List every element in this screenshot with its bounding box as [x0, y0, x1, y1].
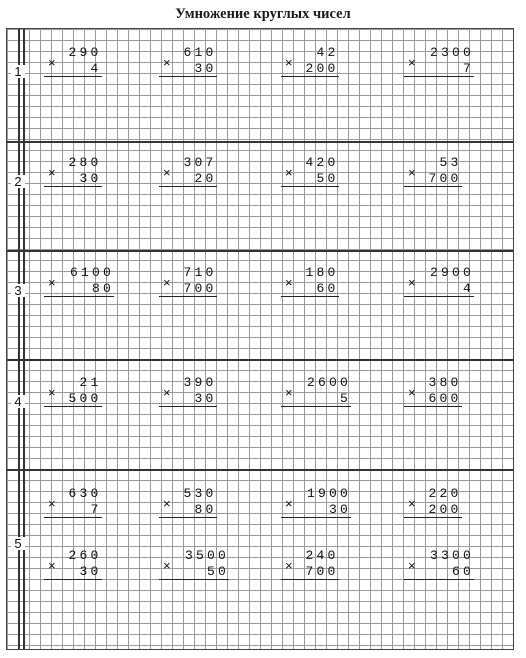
- multiplication-problem: [277, 487, 389, 521]
- multiplicand: 2300: [429, 45, 474, 60]
- multiplier: 30: [194, 391, 217, 406]
- multiplicand: 2600: [306, 375, 351, 390]
- multiplicand: 630: [68, 486, 102, 501]
- multiply-sign-icon: ×: [48, 385, 56, 400]
- multiplier: 30: [328, 502, 351, 517]
- result-line: [281, 186, 339, 187]
- multiplier: 60: [316, 281, 339, 296]
- multiplier: 700: [428, 171, 462, 186]
- multiplicand: 3300: [429, 548, 474, 563]
- result-line: [404, 76, 474, 77]
- multiplication-problem: [400, 376, 512, 410]
- section-divider: [7, 141, 513, 143]
- multiplicand: 3500: [184, 548, 229, 563]
- multiplicand: 220: [428, 486, 462, 501]
- result-line: [44, 517, 102, 518]
- multiply-sign-icon: ×: [285, 385, 293, 400]
- multiplicand: 1900: [306, 486, 351, 501]
- multiplication-problem: [155, 487, 267, 521]
- result-line: [159, 186, 217, 187]
- multiply-sign-icon: ×: [285, 496, 293, 511]
- multiply-sign-icon: ×: [48, 275, 56, 290]
- multiplication-problem: [155, 376, 267, 410]
- multiply-sign-icon: ×: [408, 496, 416, 511]
- multiplicand: 2900: [429, 265, 474, 280]
- multiplication-problem: [40, 46, 152, 80]
- multiplicand: 42: [316, 45, 339, 60]
- multiplication-problem: [277, 156, 389, 190]
- multiplier: 700: [183, 281, 217, 296]
- result-line: [159, 76, 217, 77]
- result-line: [404, 186, 462, 187]
- multiply-sign-icon: ×: [408, 55, 416, 70]
- multiplication-problem: [400, 266, 512, 300]
- multiplier: 80: [91, 281, 114, 296]
- multiplier: 30: [79, 171, 102, 186]
- result-line: [404, 406, 462, 407]
- multiply-sign-icon: ×: [408, 558, 416, 573]
- result-line: [281, 579, 339, 580]
- multiplicand: 53: [439, 155, 462, 170]
- multiply-sign-icon: ×: [163, 558, 171, 573]
- multiplicand: 530: [183, 486, 217, 501]
- multiplication-problem: [40, 266, 152, 300]
- multiplier: 50: [316, 171, 339, 186]
- multiplication-problem: [155, 549, 267, 583]
- multiply-sign-icon: ×: [408, 165, 416, 180]
- multiply-sign-icon: ×: [163, 275, 171, 290]
- result-line: [281, 517, 351, 518]
- multiplier: 80: [194, 502, 217, 517]
- result-line: [281, 406, 351, 407]
- multiplier: 500: [68, 391, 102, 406]
- multiply-sign-icon: ×: [163, 385, 171, 400]
- multiply-sign-icon: ×: [408, 275, 416, 290]
- multiplication-problem: [155, 266, 267, 300]
- multiplicand: 390: [183, 375, 217, 390]
- result-line: [404, 517, 462, 518]
- section-divider: [7, 469, 513, 471]
- multiplier: 200: [428, 502, 462, 517]
- margin-line-right: [23, 29, 25, 649]
- multiplicand: 280: [68, 155, 102, 170]
- multiplier: 4: [462, 281, 474, 296]
- multiplicand: 240: [305, 548, 339, 563]
- multiply-sign-icon: ×: [48, 496, 56, 511]
- multiplication-problem: [40, 156, 152, 190]
- section-divider: [7, 250, 513, 252]
- multiplication-problem: [40, 549, 152, 583]
- row-number-1: 1: [11, 65, 25, 78]
- multiply-sign-icon: ×: [48, 558, 56, 573]
- row-number-2: 2: [11, 175, 25, 188]
- row-number-3: 3: [11, 284, 25, 297]
- multiplier: 30: [194, 61, 217, 76]
- result-line: [159, 579, 229, 580]
- multiplication-problem: [40, 376, 152, 410]
- multiplier: 700: [305, 564, 339, 579]
- multiplication-problem: [400, 46, 512, 80]
- multiplication-problem: [400, 549, 512, 583]
- multiplier: 5: [339, 391, 351, 406]
- multiply-sign-icon: ×: [48, 55, 56, 70]
- multiplication-problem: [400, 156, 512, 190]
- multiplicand: 6100: [69, 265, 114, 280]
- multiplication-problem: [277, 376, 389, 410]
- multiplicand: 307: [183, 155, 217, 170]
- multiplier: 7: [90, 502, 102, 517]
- multiplicand: 180: [305, 265, 339, 280]
- multiplier: 20: [194, 171, 217, 186]
- multiplication-problem: [155, 156, 267, 190]
- multiply-sign-icon: ×: [163, 496, 171, 511]
- multiply-sign-icon: ×: [163, 55, 171, 70]
- multiplier: 200: [305, 61, 339, 76]
- multiplication-problem: [277, 266, 389, 300]
- grid-sheet: [6, 28, 514, 650]
- multiply-sign-icon: ×: [285, 55, 293, 70]
- result-line: [404, 296, 474, 297]
- multiplier: 60: [451, 564, 474, 579]
- multiplication-problem: [277, 549, 389, 583]
- multiplier: 50: [206, 564, 229, 579]
- multiply-sign-icon: ×: [285, 275, 293, 290]
- multiply-sign-icon: ×: [408, 385, 416, 400]
- multiplication-problem: [400, 487, 512, 521]
- multiplier: 600: [428, 391, 462, 406]
- result-line: [159, 406, 217, 407]
- multiplier: 30: [79, 564, 102, 579]
- section-divider: [7, 359, 513, 361]
- multiplication-problem: [155, 46, 267, 80]
- multiplicand: 710: [183, 265, 217, 280]
- multiply-sign-icon: ×: [163, 165, 171, 180]
- multiply-sign-icon: ×: [285, 558, 293, 573]
- margin-line-left: [18, 29, 20, 649]
- multiply-sign-icon: ×: [285, 165, 293, 180]
- multiplicand: 420: [305, 155, 339, 170]
- multiplicand: 260: [68, 548, 102, 563]
- result-line: [44, 76, 102, 77]
- result-line: [281, 76, 339, 77]
- row-number-5: 5: [11, 537, 25, 550]
- result-line: [159, 296, 217, 297]
- result-line: [44, 406, 102, 407]
- row-number-4: 4: [11, 395, 25, 408]
- worksheet-title: Умножение круглых чисел: [175, 6, 351, 22]
- multiplier: 4: [90, 61, 102, 76]
- multiplication-problem: [40, 487, 152, 521]
- multiplicand: 610: [183, 45, 217, 60]
- multiplication-problem: [277, 46, 389, 80]
- multiplicand: 380: [428, 375, 462, 390]
- result-line: [159, 517, 217, 518]
- result-line: [404, 579, 474, 580]
- result-line: [281, 296, 339, 297]
- result-line: [44, 296, 114, 297]
- multiplier: 7: [462, 61, 474, 76]
- result-line: [44, 186, 102, 187]
- multiplicand: 290: [68, 45, 102, 60]
- multiply-sign-icon: ×: [48, 165, 56, 180]
- multiplicand: 21: [79, 375, 102, 390]
- result-line: [44, 579, 102, 580]
